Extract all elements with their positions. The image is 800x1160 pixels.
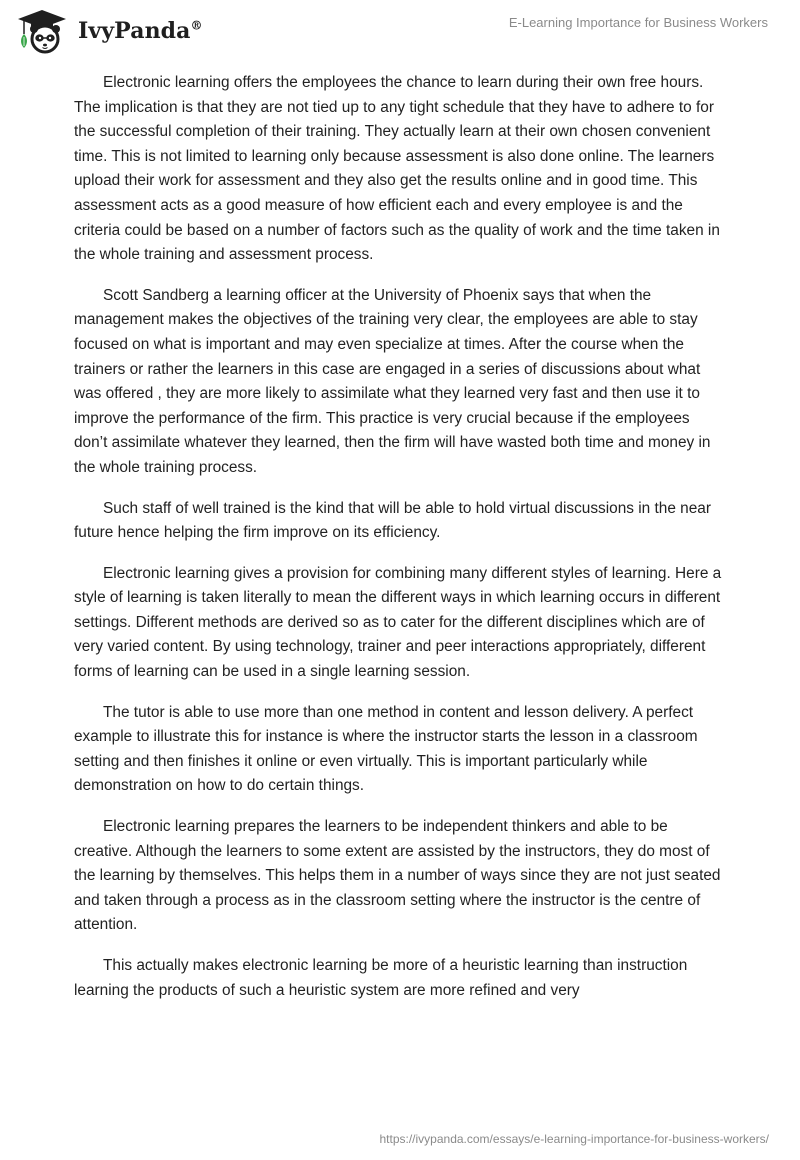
ivypanda-logo[interactable] <box>14 8 203 54</box>
page-header <box>0 0 800 60</box>
panda-graduate-icon <box>14 8 70 54</box>
registered-mark: ® <box>190 18 203 33</box>
paragraph: Electronic learning prepares the learners to be independent thinkers and able to be creative. Although the learners to some extent are assisted by the instructors, they do most of the learning by themselves. This helps them in a number of ways since they are not just seated and taken through a process as in the classroom setting where the instructor is the centre of attention. <box>74 818 721 934</box>
paragraph: Such staff of well trained is the kind that will be able to hold virtual discussions in the near future hence helping the firm improve on its efficiency. <box>74 499 711 542</box>
paragraph: The tutor is able to use more than one method in content and lesson delivery. A perfect example to illustrate this for instance is where the instructor starts the lesson in a classroom setting and then finishes it online or even virtually. This is important particularly while demonstration on how to do certain things. <box>74 703 698 795</box>
source-url[interactable]: https://ivypanda.com/essays/e-learning-importance-for-business-workers/ <box>379 1132 769 1146</box>
article-body <box>74 71 724 1019</box>
paragraph: Electronic learning offers the employees the chance to learn during their own free hours. The implication is that they are not tied up to any tight schedule that they have to adhere to for the successful completion of their training. They actually learn at their own chosen convenient time. This is not limited to learning only because assessment is also done online. The learners upload their work for assessment and they also get the results online and in good time. This assessment acts as a good measure of how efficient each and every employee is and the criteria could be based on a number of factors such as the quality of work and the time taken in the whole training and assessment process. <box>74 74 720 264</box>
paragraph: Electronic learning gives a provision for combining many different styles of learning. Here a style of learning is taken literally to mean the different ways in which learning occurs in different settings. Different methods are derived so as to cater for the different disciplines which are of very varied content. By using technology, trainer and peer interactions appropriately, different forms of learning can be used in a single learning session. <box>74 564 722 681</box>
paragraph: This actually makes electronic learning be more of a heuristic learning than instruction learning the products of such a heuristic system are more refined and very <box>74 957 688 999</box>
paragraph: Scott Sandberg a learning officer at the University of Phoenix says that when the management makes the objectives of the training very clear, the employees are able to stay focused on what is important and may even specialize at times. After the course when the trainers or rather the learners in this case are engaged in a series of discussions about what was offered , they are more likely to assimilate what they learned very fast and then use it to improve the performance of the firm. This practice is very crucial because if the employees don’t assimilate whatever they learned, then the firm will have wasted both time and money in the whole training process. <box>74 286 711 476</box>
brand-name: IvyPanda® <box>78 18 203 44</box>
document-title: E-Learning Importance for Business Workers <box>508 15 768 30</box>
